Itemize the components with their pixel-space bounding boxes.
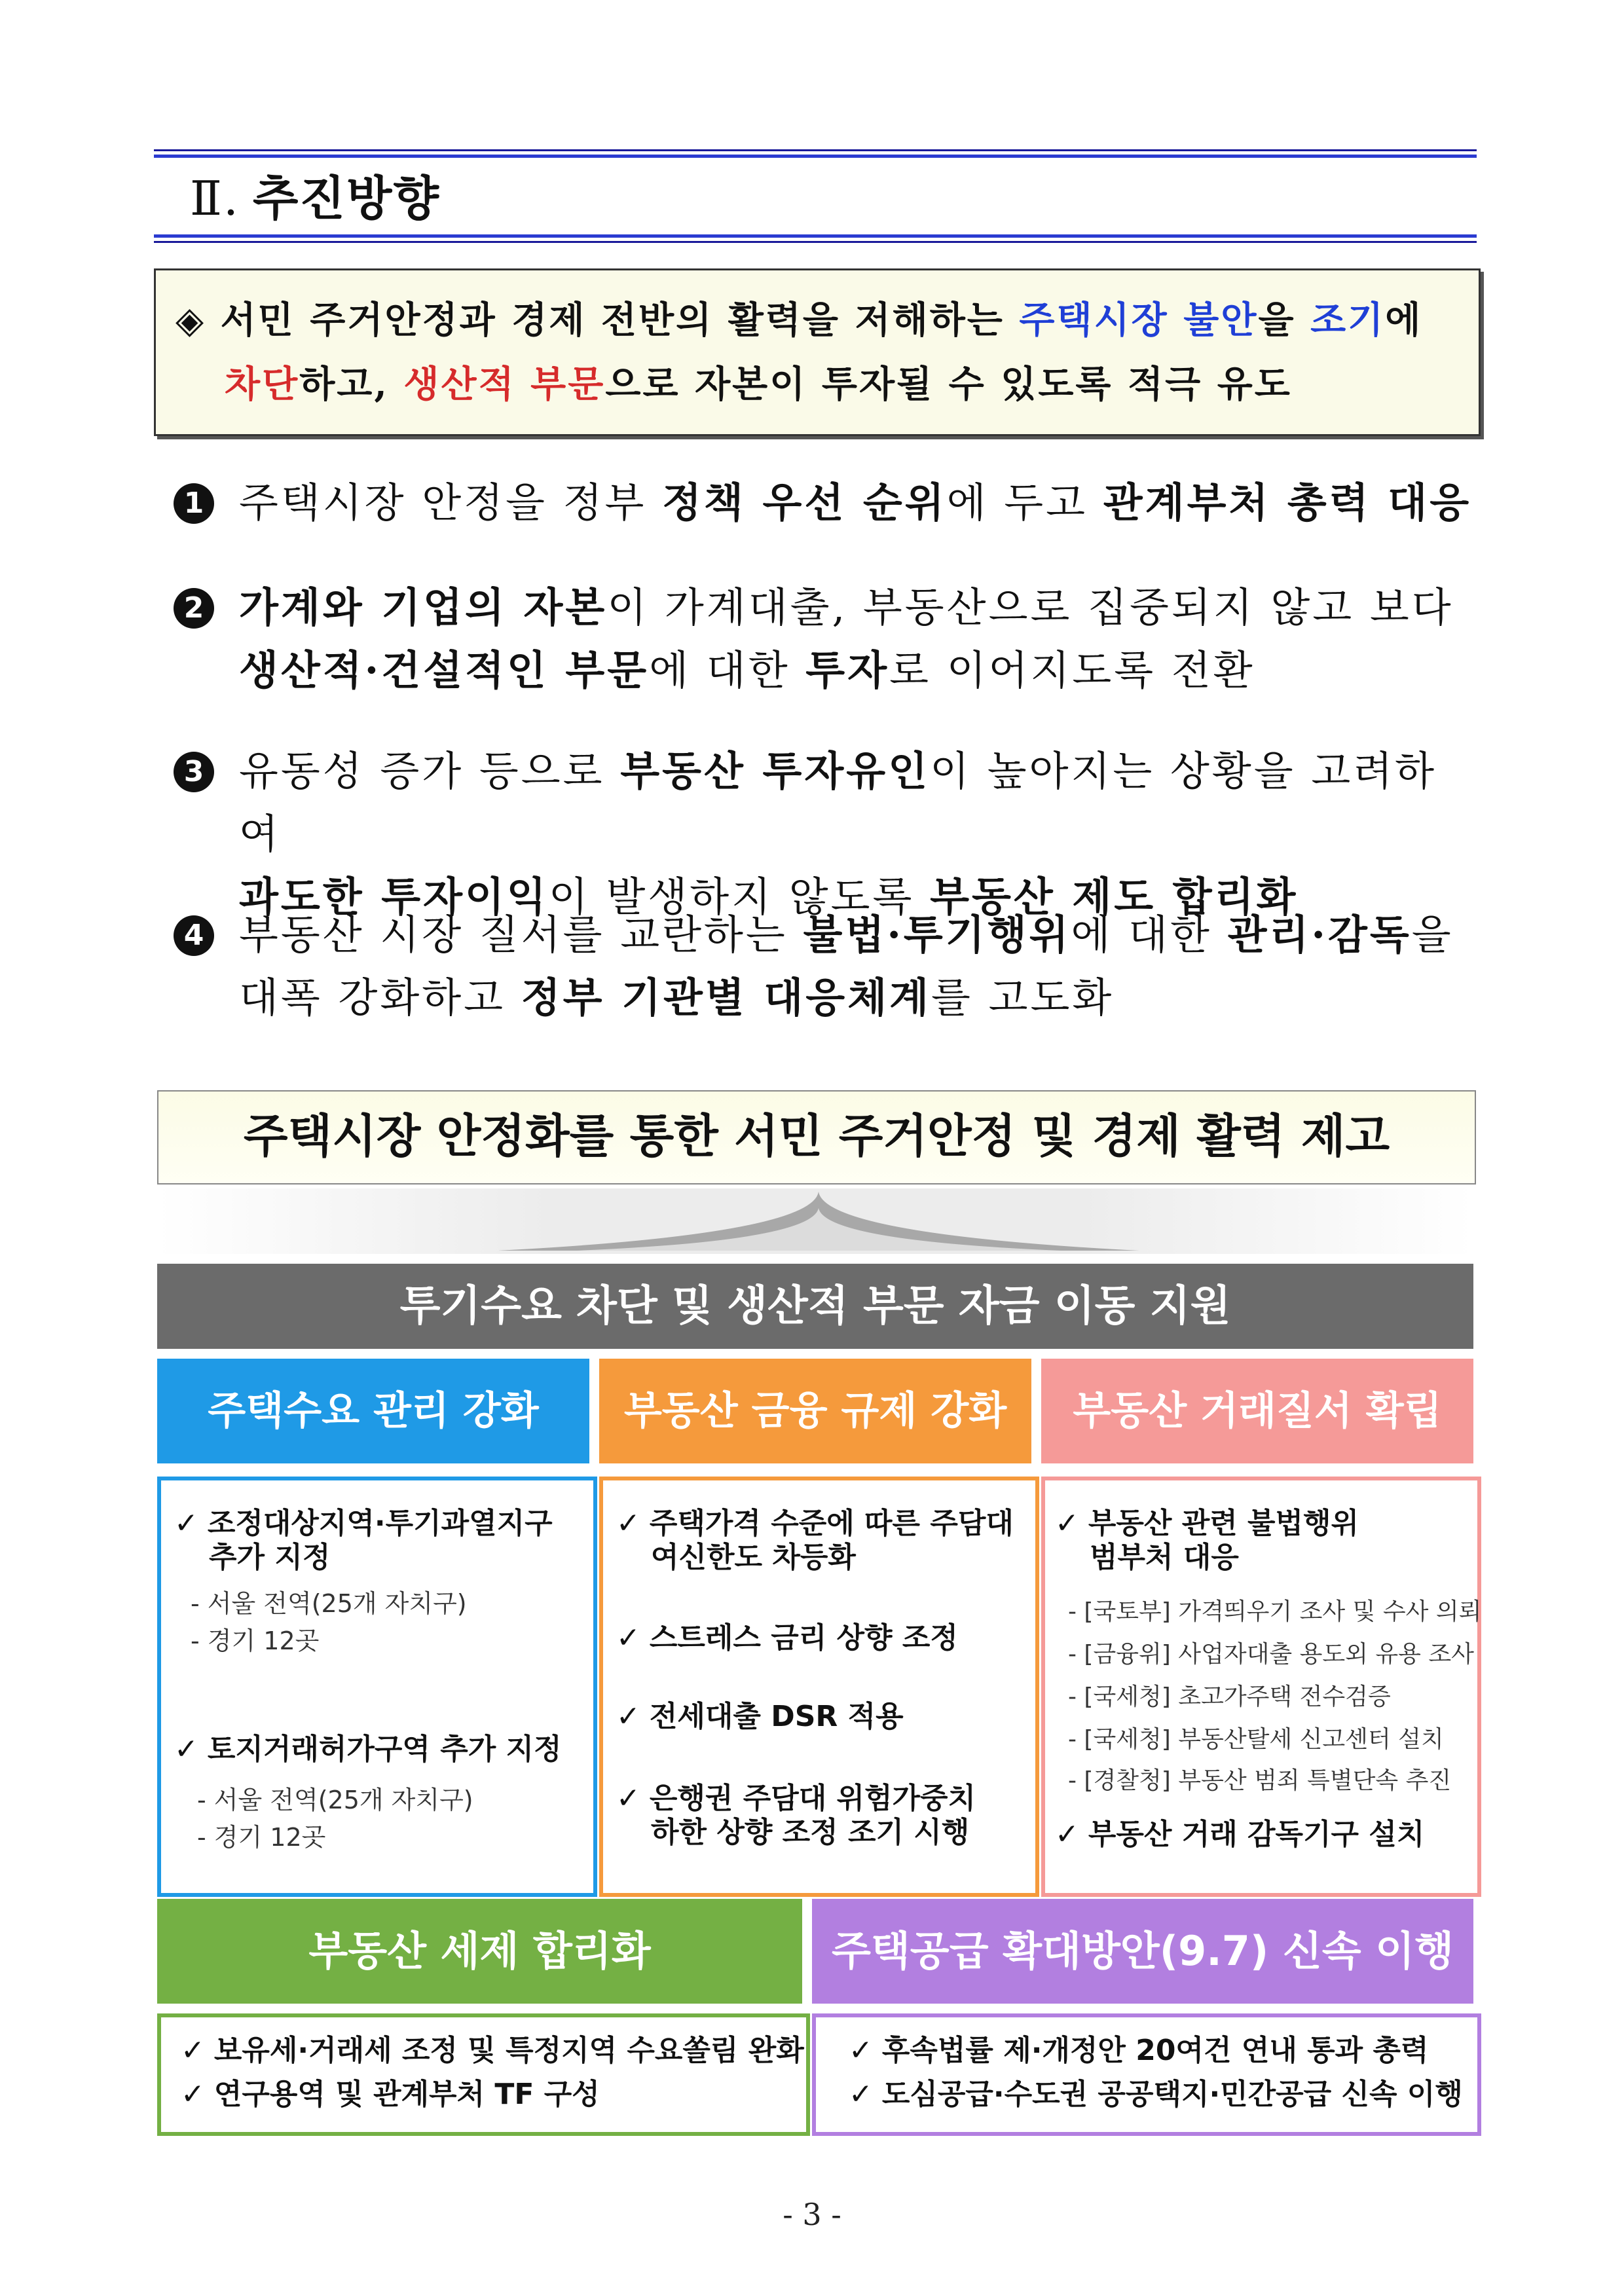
box-head-tax-rationalization: 부동산 세제 합리화 bbox=[157, 1899, 802, 2004]
check-icon: ✓ bbox=[616, 1782, 640, 1815]
policy-bullet-4 bbox=[174, 904, 1477, 1029]
box-supply-expansion bbox=[812, 2013, 1481, 2136]
bullet-text: 유동성 증가 등으로 bbox=[239, 747, 621, 795]
sub-item: - 경기 12곳 bbox=[191, 1626, 320, 1655]
check-item: ✓ 부동산 거래 감독기구 설치 bbox=[1055, 1818, 1425, 1851]
bullet-emphasis: 정책 우선 순위 bbox=[662, 479, 947, 526]
check-item-cont: 추가 지정 bbox=[209, 1541, 331, 1574]
bullet-line bbox=[239, 966, 1477, 1029]
summary-run: 으로 자본이 투자될 수 있도록 적극 유도 bbox=[605, 363, 1292, 406]
sub-item: - 경기 12곳 bbox=[197, 1823, 326, 1852]
box-head-supply-expansion: 주택공급 확대방안(9.7) 신속 이행 bbox=[812, 1899, 1473, 2004]
heading-rule-bottom-2 bbox=[154, 241, 1477, 243]
bullet-emphasis: 가계와 기업의 자본 bbox=[239, 583, 608, 631]
bullet-emphasis: 투자 bbox=[805, 646, 890, 694]
bullet-text: 를 고도화 bbox=[931, 974, 1115, 1021]
summary-run: 차단 bbox=[225, 363, 300, 406]
heading-rule-bottom-1 bbox=[154, 234, 1477, 238]
bullet-text: 이 높아지는 상황을 고려하여 bbox=[239, 747, 1437, 858]
summary-box bbox=[154, 268, 1481, 436]
bullet-emphasis: 관계부처 총력 대응 bbox=[1103, 479, 1472, 526]
summary-run: 하고, bbox=[299, 363, 404, 406]
summary-run: 에 bbox=[1385, 299, 1423, 342]
bullet-line bbox=[239, 471, 1477, 534]
sub-item: - [국세청] 초고가주택 전수검증 bbox=[1068, 1683, 1391, 1710]
check-item-cont: 여신한도 차등화 bbox=[651, 1541, 856, 1574]
col-box-transaction-order bbox=[1041, 1477, 1481, 1897]
bullet-line bbox=[239, 904, 1477, 966]
bullet-line bbox=[239, 639, 1477, 702]
check-icon: ✓ bbox=[174, 1733, 198, 1766]
bullet-number-icon: 1 bbox=[174, 483, 214, 524]
check-icon: ✓ bbox=[181, 2078, 205, 2111]
summary-run: 서민 주거안정과 경제 전반의 활력을 저해하는 bbox=[220, 299, 1020, 342]
section-numeral: Ⅱ. bbox=[190, 171, 240, 226]
col-box-housing-demand bbox=[157, 1477, 597, 1897]
summary-run: 생산적 부문 bbox=[403, 363, 606, 406]
bullet-emphasis: 생산적·건설적인 부문 bbox=[239, 646, 650, 694]
bullet-emphasis: 정부 기관별 대응체계 bbox=[521, 974, 931, 1021]
summary-text-2 bbox=[225, 363, 1292, 406]
check-item: ✓ 스트레스 금리 상향 조정 bbox=[616, 1621, 958, 1655]
bullet-line bbox=[239, 740, 1477, 866]
diamond-icon: ◈ bbox=[175, 299, 206, 342]
check-item: ✓ 조정대상지역·투기과열지구 bbox=[174, 1507, 553, 1540]
bullet-text: 이 발생하지 않도록 bbox=[548, 873, 931, 921]
col-box-finance-regulation bbox=[599, 1477, 1039, 1897]
bullet-text: 을 bbox=[1411, 911, 1454, 959]
col-head-finance-regulation: 부동산 금융 규제 강화 bbox=[599, 1359, 1031, 1463]
section-heading bbox=[190, 160, 440, 229]
summary-line-2 bbox=[225, 356, 1292, 408]
summary-line-1 bbox=[175, 291, 1422, 344]
bullet-emphasis: 부동산 투자유인 bbox=[620, 747, 931, 795]
strategy-strip: 투기수요 차단 및 생산적 부문 자금 이동 지원 bbox=[157, 1264, 1473, 1349]
policy-bullet-2 bbox=[174, 576, 1477, 702]
check-item: ✓ 부동산 관련 불법행위 bbox=[1055, 1507, 1359, 1540]
policy-bullet-1 bbox=[174, 471, 1477, 534]
sub-item: - [금융위] 사업자대출 용도외 유용 조사 bbox=[1068, 1641, 1474, 1668]
check-item: ✓ 연구용역 및 관계부처 TF 구성 bbox=[181, 2078, 600, 2111]
heading-rule-top-2 bbox=[154, 155, 1477, 158]
sub-item: - 서울 전역(25개 자치구) bbox=[191, 1589, 467, 1618]
summary-run: 조기 bbox=[1310, 299, 1386, 342]
bullet-text: 에 대한 bbox=[1071, 911, 1228, 959]
page-number: - 3 - bbox=[783, 2197, 841, 2232]
bullet-emphasis: 부동산 제도 합리화 bbox=[930, 873, 1299, 921]
check-item: ✓ 도심공급·수도권 공공택지·민간공급 신속 이행 bbox=[849, 2078, 1463, 2111]
bullet-emphasis: 불법·투기행위 bbox=[803, 911, 1071, 959]
check-item: ✓ 전세대출 DSR 적용 bbox=[616, 1700, 904, 1733]
col-head-housing-demand: 주택수요 관리 강화 bbox=[157, 1359, 589, 1463]
col-head-transaction-order: 부동산 거래질서 확립 bbox=[1041, 1359, 1473, 1463]
sub-item: - [국세청] 부동산탈세 신고센터 설치 bbox=[1068, 1726, 1444, 1753]
sub-item: - [국토부] 가격띄우기 조사 및 수사 의뢰 bbox=[1068, 1598, 1482, 1625]
bullet-text: 에 두고 bbox=[946, 479, 1103, 526]
bullet-emphasis: 관리·감독 bbox=[1227, 911, 1412, 959]
check-icon: ✓ bbox=[849, 2034, 873, 2067]
check-item: ✓ 은행권 주담대 위험가중치 bbox=[616, 1782, 976, 1815]
bullet-text: 주택시장 안정을 정부 bbox=[239, 479, 663, 526]
check-item: ✓ 토지거래허가구역 추가 지정 bbox=[174, 1733, 562, 1766]
up-arrow-icon bbox=[157, 1188, 1473, 1254]
heading-rule-top-1 bbox=[154, 149, 1477, 151]
bullet-number-icon: 4 bbox=[174, 915, 214, 956]
arrow-band bbox=[157, 1188, 1473, 1254]
bullet-emphasis: 과도한 투자이익 bbox=[239, 873, 549, 921]
check-icon: ✓ bbox=[174, 1507, 198, 1540]
bullet-text: 이 가계대출, 부동산으로 집중되지 않고 보다 bbox=[607, 583, 1454, 631]
summary-run: 을 bbox=[1258, 299, 1311, 342]
policy-bullet-3 bbox=[174, 740, 1477, 928]
summary-run: 주택시장 불안 bbox=[1019, 299, 1259, 342]
check-item: ✓ 보유세·거래세 조정 및 특정지역 수요쏠림 완화 bbox=[181, 2034, 804, 2067]
bullet-text: 부동산 시장 질서를 교란하는 bbox=[239, 911, 803, 959]
check-item-cont: 하한 상향 조정 조기 시행 bbox=[651, 1816, 970, 1849]
check-icon: ✓ bbox=[181, 2034, 205, 2067]
bullet-text: 로 이어지도록 전환 bbox=[889, 646, 1255, 694]
box-tax-rationalization bbox=[157, 2013, 810, 2136]
bullet-number-icon: 2 bbox=[174, 588, 214, 629]
check-icon: ✓ bbox=[616, 1700, 640, 1733]
sub-item: - 서울 전역(25개 자치구) bbox=[197, 1786, 473, 1814]
bullet-line bbox=[239, 576, 1477, 639]
check-item-cont: 범부처 대응 bbox=[1090, 1541, 1239, 1574]
check-item: ✓ 주택가격 수준에 따른 주담대 bbox=[616, 1507, 1014, 1540]
check-icon: ✓ bbox=[616, 1507, 640, 1540]
check-icon: ✓ bbox=[1055, 1818, 1079, 1851]
section-title: 추진방향 bbox=[252, 170, 441, 226]
check-item: ✓ 후속법률 제·개정안 20여건 연내 통과 총력 bbox=[849, 2034, 1429, 2067]
check-icon: ✓ bbox=[616, 1621, 640, 1655]
summary-text-1 bbox=[221, 299, 1423, 342]
sub-item: - [경찰청] 부동산 범죄 특별단속 추진 bbox=[1068, 1767, 1452, 1794]
bullet-text: 에 대한 bbox=[649, 646, 806, 694]
bullet-text: 대폭 강화하고 bbox=[239, 974, 521, 1021]
bullet-number-icon: 3 bbox=[174, 752, 214, 792]
check-icon: ✓ bbox=[1055, 1507, 1079, 1540]
check-icon: ✓ bbox=[849, 2078, 873, 2111]
goal-banner: 주택시장 안정화를 통한 서민 주거안정 및 경제 활력 제고 bbox=[157, 1090, 1476, 1184]
